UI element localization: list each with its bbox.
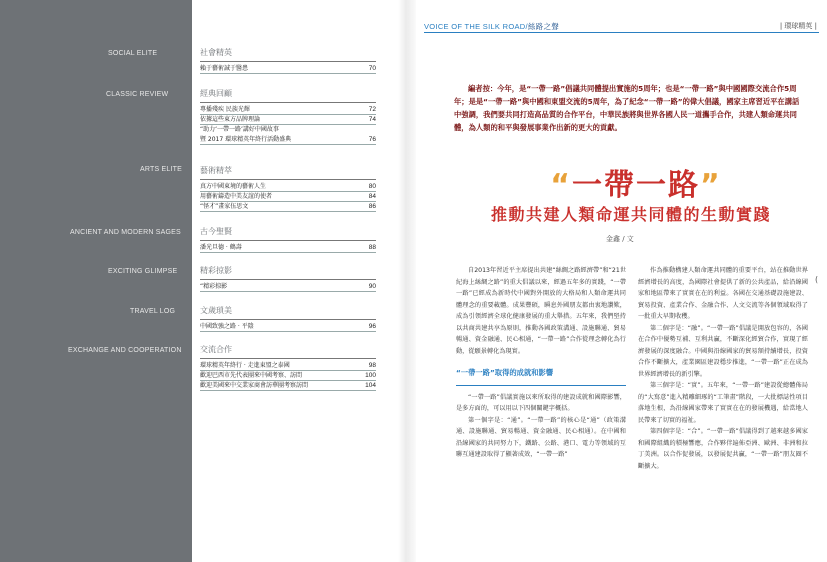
toc-entry[interactable] <box>200 125 376 135</box>
toc-entry-page: 98 <box>368 362 376 369</box>
section-subheading: “一帶一路”取得的成就和影響 <box>456 368 554 377</box>
toc-sidebar <box>0 0 192 562</box>
section-en-classic-review: CLASSIC REVIEW <box>106 91 169 98</box>
section-zh-title: 社會精英 <box>200 48 232 57</box>
toc-entry-title: 用藝術鑄造中美友誼的使者 <box>200 193 273 200</box>
body-paragraph: 第一個字是：“通”。“一帶一路”的核心是“通”（政策溝通、設施聯通、貿易暢通、資金融通、民心相通）。在中國和沿線國家的共同努力下，鐵路、公路、港口、電力等領域的互聯互通建設取得了顯著成效，“一帶一路” <box>456 416 626 458</box>
toc-entry-page: 72 <box>368 106 376 113</box>
toc-entry[interactable] <box>200 135 376 145</box>
right-page <box>416 0 827 562</box>
body-column-left <box>456 265 626 461</box>
toc-entry-title: “怪才”畫家伍思文 <box>200 203 249 210</box>
divider <box>200 179 376 180</box>
toc-entry-title: 環球精英年終行 · 走進東盟之泰國 <box>200 362 290 369</box>
body-paragraph: 第四個字是：“合”。“一帶一路”倡議得到了越來越多國家和國際組織的積極響應，合作夥伴遍佈亞洲、歐洲、非洲和拉丁美洲。以合作促發展，以發展促共贏，“一帶一路”朋友圈不斷擴大。 <box>638 428 808 470</box>
toc-entry[interactable] <box>200 381 376 391</box>
toc-entry[interactable] <box>200 361 376 371</box>
toc-entry-title: 暨 2017 環球精英年終行活動盛典 <box>200 136 292 143</box>
section-en-exchange-cooperation: EXCHANGE AND COOPERATION <box>68 347 182 354</box>
toc-section-arts-elite <box>200 165 376 212</box>
toc-entry-page: 80 <box>368 183 376 190</box>
toc-entry-page: 96 <box>368 323 376 330</box>
toc-entry-page: 90 <box>368 283 376 290</box>
toc-entry[interactable] <box>200 105 376 115</box>
toc-entry-page: 70 <box>368 65 376 72</box>
divider <box>200 240 376 241</box>
toc-entry[interactable] <box>200 115 376 125</box>
section-en-exciting-glimpse: EXCITING GLIMPSE <box>108 268 178 275</box>
section-zh-title: 藝術精萃 <box>200 166 232 175</box>
divider <box>200 319 376 320</box>
toc-entry-title: 專播殘疾 民族光輝 <box>200 106 250 113</box>
header-en: VOICE OF THE SILK ROAD <box>424 22 526 31</box>
section-zh-title: 經典回顧 <box>200 89 232 98</box>
toc-entry-page: 84 <box>368 193 376 200</box>
article-subtitle: 推動共建人類命運共同體的生動實踐 <box>490 205 771 224</box>
section-en-ancient-modern-sages: ANCIENT AND MODERN SAGES <box>70 229 181 236</box>
toc-entry-page: 74 <box>368 116 376 123</box>
magazine-name: | 環球精英 | <box>779 22 817 30</box>
toc-entry-title: 依據這些東方品牌理論 <box>200 116 261 123</box>
article-title <box>516 160 756 204</box>
title-quote-close: ” <box>700 168 722 203</box>
body-paragraph: 第三個字是：“實”。五年來，“一帶一路”建設從總體佈局的“大寫意”進入精雕細琢的“工筆畫”階段，一大批標誌性項目落地生根，為沿線國家帶來了實實在在的發展機遇，給當地人民帶來了切實的福祉。 <box>638 382 808 424</box>
toc-section-exchange-cooperation <box>200 344 376 391</box>
body-paragraph: 第二個字是：“融”。“一帶一路”倡議是開放包容的，各國在合作中優勢互補、互利共贏，不斷深化經貿合作，實現了經濟發展的深度融合。中國與沿線國家的貿易額持續增長，投資合作不斷擴大，產業園區建設穩步推進，“一帶一路”正在成為世界經濟增長的新引擎。 <box>638 324 808 378</box>
toc-entry-title: 真方中國東境的藝術人生 <box>200 183 267 190</box>
book-spine-shadow <box>398 0 416 562</box>
body-paragraph: 作為推動構建人類命運共同體的重要平台，站在推動世界經濟增長的高度，為國際社會提供了新的公共產品，給沿線國家和地區帶來了實實在在的利益。各國在交通基礎設施建設、貿易投資、產業合作、金融合作、人文交流等各個領域取得了一批重大早期收穫。 <box>638 267 808 320</box>
toc-entry-title: 歡迎巴西市先代表團來中國考察、訪問 <box>200 372 303 379</box>
header-rule <box>424 32 819 33</box>
toc-section-exciting-glimpse <box>200 265 376 292</box>
toc-entry-page: 86 <box>368 203 376 210</box>
toc-entry[interactable] <box>200 202 376 212</box>
toc-entry-title: 歡迎美國來中交業家商會訪華團考察訪問 <box>200 382 309 389</box>
toc-entry-title: 賴于藝術誠于醫患 <box>200 65 249 72</box>
section-zh-title: 文歲瑣美 <box>200 306 232 315</box>
section-en-travel-log: TRAVEL LOG <box>130 308 176 315</box>
title-quote-open: “ <box>550 168 572 203</box>
toc-entry-title: “精彩掠影 <box>200 283 228 290</box>
running-header <box>424 21 559 32</box>
section-en-arts-elite: ARTS ELITE <box>140 166 182 173</box>
toc-entry-title: 潘光旦德 · 鶴壽 <box>200 244 242 251</box>
toc-entry[interactable] <box>200 192 376 202</box>
toc-entry-page: 76 <box>368 136 376 143</box>
toc-entry-page: 100 <box>365 372 376 379</box>
author-byline: 金鑫 / 文 <box>606 235 634 243</box>
toc-entry[interactable] <box>200 182 376 192</box>
toc-entry[interactable] <box>200 243 376 253</box>
toc-entry-title: 中國致強之路 · 平陰 <box>200 323 254 330</box>
divider <box>200 102 376 103</box>
page-edge-tab: ( <box>815 275 819 284</box>
divider <box>200 61 376 62</box>
toc-entry-page: 88 <box>368 244 376 251</box>
section-zh-title: 古今聖賢 <box>200 227 232 236</box>
body-paragraph: “一帶一路”倡議實施以來所取得的建設成就和國際影響，是多方面的，可以用以下四個關鍵字概括。 <box>456 393 626 412</box>
toc-section-classic-review <box>200 88 376 145</box>
section-zh-title: 精彩掠影 <box>200 266 232 275</box>
divider <box>200 358 376 359</box>
header-zh: 絲路之聲 <box>527 22 560 31</box>
editor-note: 編者按：今年，是“一帶一路”倡議共同體提出實施的5周年；也是“一帶一路”與中國國際交流合作5周年；是是“一帶一路”與中國和東盟交流的5周年，為了紀念“一帶一路”的偉大倡議，國家主席習近平在講話中強調，我們要共同打造高品質的合作平台，中華民族將與世界各國人民一道攜手合作，共建人類命運共同體，為人類的和平與發展事業作出新的更大的貢獻。 <box>454 84 800 132</box>
section-en-social-elite: SOCIAL ELITE <box>108 50 158 57</box>
toc-section-ancient-modern-sages <box>200 226 376 253</box>
toc-entry-title: “助力‘一帶一路’講好中國故事 <box>200 126 279 133</box>
toc-section-social-elite <box>200 47 376 74</box>
toc-entry-page: 104 <box>365 382 376 389</box>
title-text: 一帶一路 <box>572 168 700 203</box>
toc-entry[interactable] <box>200 282 376 292</box>
body-paragraph: 自2013年習近平主席提出共建“絲綢之路經濟帶”和“21世紀海上絲綢之路”的重大倡議以來，經過五年多的實踐，“一帶一路”已經成為新時代中國對外開放的大格局和人類命運共同體理念的重要載體。成果豐碩，瞬息外國朋友都由衷地讚歎，成為引領經濟全球化健康發展的重大舉措。五年來，我們堅持以共商共建共享為原則，推動各國政策溝通、設施聯通、貿易暢通、資金融通、民心相通，“一帶一路”合作從理念轉化為行動，從願景轉化為現實。 <box>456 267 626 355</box>
section-zh-title: 交流合作 <box>200 345 232 354</box>
toc-entry[interactable] <box>200 64 376 74</box>
toc-entry[interactable] <box>200 371 376 381</box>
toc-section-travel-log <box>200 305 376 332</box>
body-column-right <box>638 265 808 472</box>
header-separator: / <box>525 22 528 31</box>
divider <box>200 279 376 280</box>
toc-entry[interactable] <box>200 322 376 332</box>
subheading-rule <box>456 385 626 386</box>
